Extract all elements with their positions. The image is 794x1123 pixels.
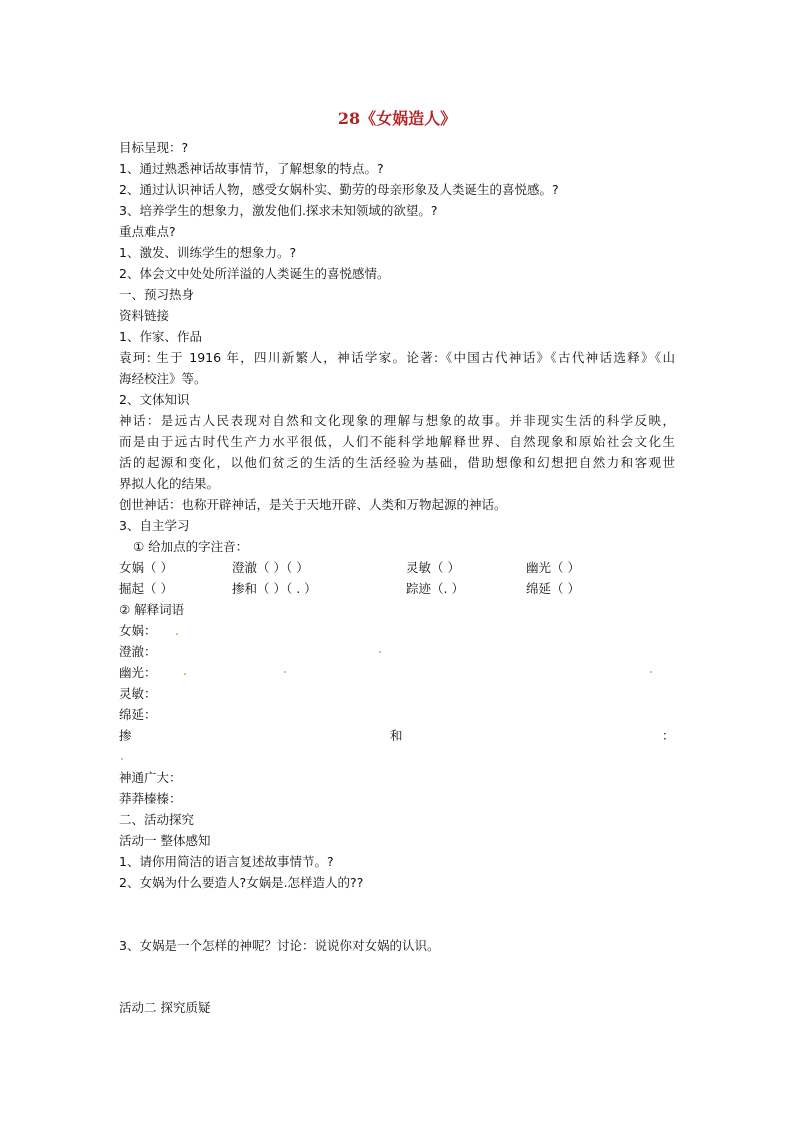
activity2-heading: 活动二 探究质疑 — [119, 1000, 211, 1015]
vocab-item: 神通广大： — [119, 770, 182, 785]
vocab-item: 灵敏： — [119, 686, 157, 701]
genre-line: 活的起源和变化，以他们贫乏的生活的生活经验为基础，借助想像和幻想把自然力和客观世 — [119, 455, 675, 470]
activity1-item: 2、女娲为什么要造人?女娲是.怎样造人的?? — [119, 875, 364, 890]
keypoints-heading: 重点难点? — [119, 224, 176, 239]
vocab-item: 莽莽榛榛： — [119, 791, 182, 806]
page-title: 28《女娲造人》 — [337, 109, 457, 128]
vocab-split-left: 掺 — [119, 728, 132, 743]
objective-item: 2、通过认识神话人物，感受女娲朴实、勤劳的母亲形象及人类诞生的喜悦感。? — [119, 182, 559, 197]
pinyin-heading: ① 给加点的字注音： — [133, 539, 249, 554]
pinyin-item: 踪迹（. ） — [406, 581, 464, 596]
self-study-heading: 3、自主学习 — [119, 518, 190, 533]
stray-mark — [379, 651, 381, 653]
genre-line: 而是由于远古时代生产力水平很低，人们不能科学地解释世界、自然现象和原始社会文化生 — [119, 434, 675, 449]
objectives-heading: 目标呈现：? — [119, 140, 189, 155]
vocab-item: 绵延： — [119, 707, 157, 722]
vocab-item: 澄澈： — [119, 644, 157, 659]
pinyin-item: 女娲（ ） — [119, 560, 173, 575]
pinyin-item: 幽光（ ） — [526, 560, 580, 575]
pinyin-item: 掺和（ ）（ . ） — [232, 581, 317, 596]
pinyin-item: 掘起（ ） — [119, 581, 173, 596]
pinyin-item: 澄澈（ ）（ ） — [232, 560, 309, 575]
preview-heading: 一、预习热身 — [119, 287, 195, 302]
keypoint-item: 2、体会文中处处所洋溢的人类诞生的喜悦感情。 — [119, 266, 390, 281]
activity1-item: 1、请你用简洁的语言复述故事情节。? — [119, 854, 334, 869]
author-line: 袁珂: 生于 1916 年，四川新繁人，神话学家。论著:《中国古代神话》《古代神话选释》《山 — [119, 350, 675, 365]
genre-heading: 2、文体知识 — [119, 392, 190, 407]
pinyin-item: 绵延（ ） — [526, 581, 580, 596]
creation-myth: 创世神话：也称开辟神话，是关于天地开辟、人类和万物起源的神话。 — [119, 497, 507, 512]
objective-item: 3、培养学生的想象力，激发他们.探求未知领域的欲望。? — [119, 203, 438, 218]
pinyin-item: 灵敏（ ） — [406, 560, 460, 575]
author-line: 海经校注》等。 — [119, 371, 207, 386]
vocab-split-right: ： — [662, 728, 675, 743]
genre-line: 界拟人化的结果。 — [119, 476, 220, 491]
stray-mark — [184, 673, 186, 675]
vocab-item: 幽光： — [119, 665, 157, 680]
activity1-heading: 活动一 整体感知 — [119, 833, 211, 848]
genre-line: 神话：是远古人民表现对自然和文化现象的理解与想象的故事。并非现实生活的科学反映， — [119, 413, 675, 428]
stray-mark — [650, 671, 652, 673]
activity-heading: 二、活动探究 — [119, 812, 195, 827]
author-heading: 1、作家、作品 — [119, 329, 202, 344]
resource-heading: 资料链接 — [119, 308, 170, 323]
vocab-item: 女娲： — [119, 623, 157, 638]
stray-mark — [284, 671, 286, 673]
stray-mark — [176, 633, 178, 635]
activity1-item: 3、女娲是一个怎样的神呢？讨论：说说你对女娲的认识。 — [119, 938, 440, 953]
stray-mark — [121, 758, 123, 760]
vocab-split-mid: 和 — [390, 728, 403, 743]
vocab-heading: ② 解释词语 — [119, 602, 185, 617]
objective-item: 1、通过熟悉神话故事情节，了解想象的特点。? — [119, 161, 384, 176]
keypoint-item: 1、激发、训练学生的想象力。? — [119, 245, 297, 260]
